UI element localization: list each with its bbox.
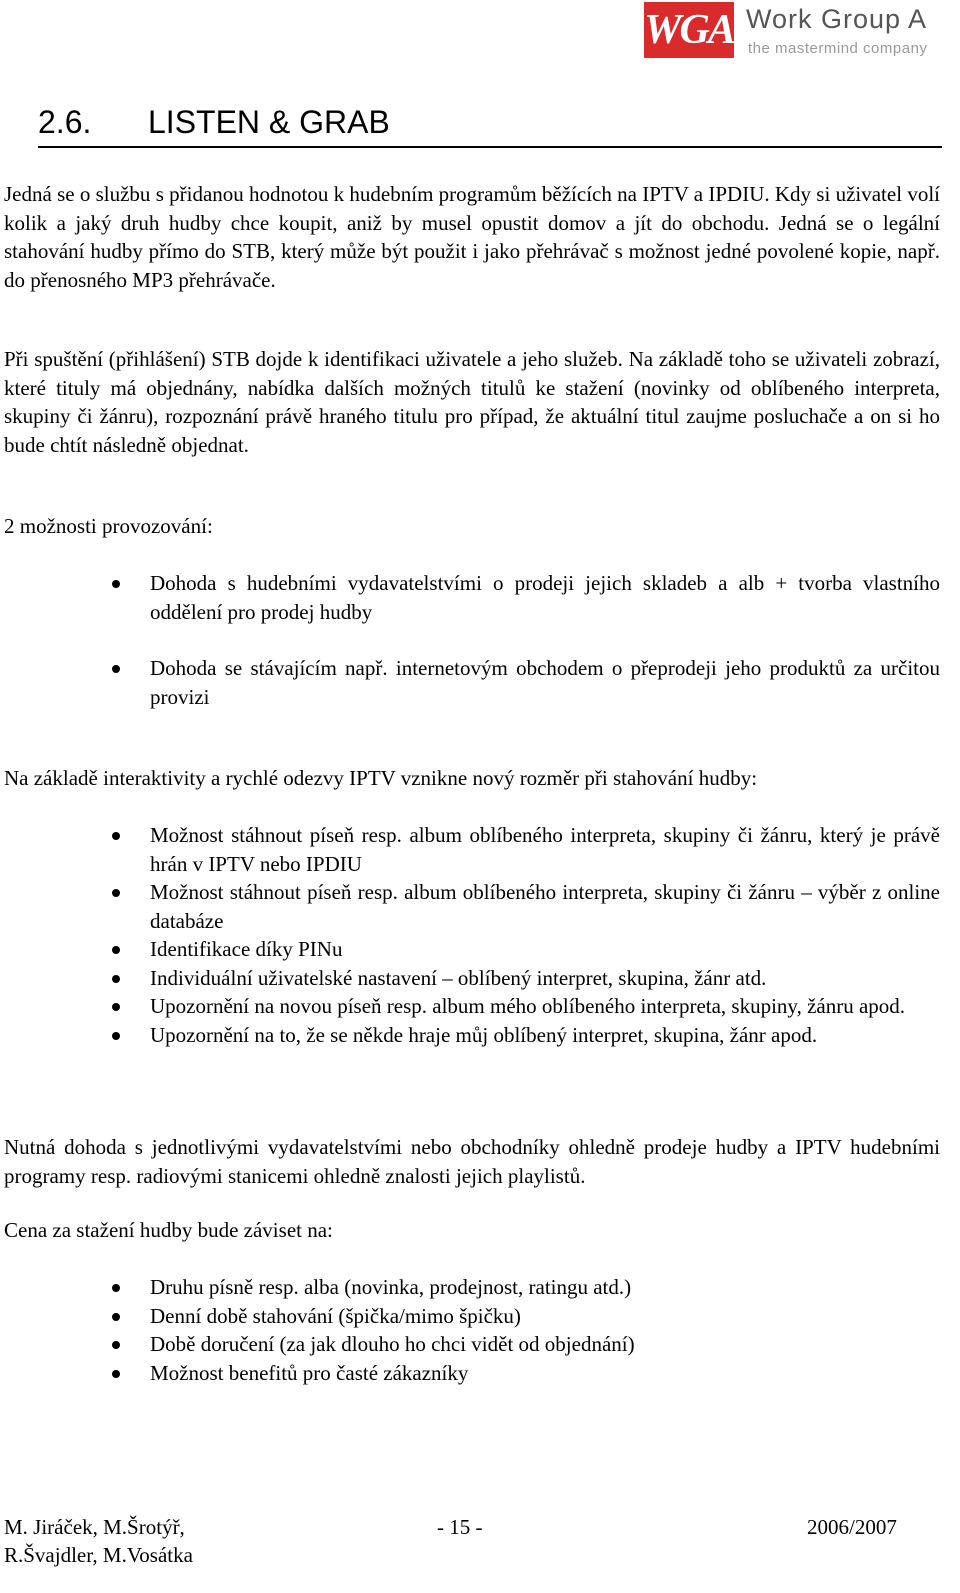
list-item: Individuální uživatelské nastavení – oblíbený interpret, skupina, žánr atd.: [0, 964, 940, 993]
list-item: Upozornění na to, že se někde hraje můj oblíbený interpret, skupina, žánr apod.: [0, 1021, 940, 1050]
company-logo: [644, 2, 954, 60]
paragraph-options-heading: 2 možnosti provozování:: [4, 514, 213, 538]
footer-authors-line1: M. Jiráček, M.Šrotýř,: [4, 1515, 185, 1539]
section-title: LISTEN & GRAB: [148, 104, 390, 140]
options-list: [0, 569, 940, 711]
footer-year: 2006/2007: [807, 1515, 897, 1539]
paragraph-agreement: Nutná dohoda s jednotlivými vydavatelstvími nebo obchodníky ohledně prodeje hudby a IPTV hudebními programy resp. radiovými stanicemi ohledně znalosti jejich playlistů.: [4, 1135, 940, 1188]
list-item: Druhu písně resp. alba (novinka, prodejnost, ratingu atd.): [0, 1273, 940, 1302]
paragraph-pricing-heading: Cena za stažení hudby bude záviset na:: [4, 1218, 333, 1242]
paragraph-interactivity: Na základě interaktivity a rychlé odezvy IPTV vznikne nový rozměr při stahování hudby:: [4, 766, 758, 790]
list-item: Identifikace díky PINu: [0, 935, 940, 964]
logo-mark: WGA: [644, 2, 734, 58]
section-heading: [38, 104, 942, 148]
footer-authors: [4, 1513, 193, 1569]
list-item: Upozornění na novou píseň resp. album mého oblíbeného interpreta, skupiny, žánru apod.: [0, 992, 940, 1021]
list-item: Době doručení (za jak dlouho ho chci vidět od objednání): [0, 1330, 940, 1359]
footer-authors-line2: R.Švajdler, M.Vosátka: [4, 1543, 193, 1567]
features-list: [0, 821, 940, 1049]
paragraph-identification: Při spuštění (přihlášení) STB dojde k identifikaci uživatele a jeho služeb. Na základě toho se uživateli zobrazí, které tituly má objednány, nabídka dalších možných titulů ke stažení (novinky od oblíbeného interpreta, skupiny či žánru), rozpoznání právě hraného titulu pro případ, že aktuální titul zaujme posluchače a on si ho bude chtít následně objednat.: [4, 347, 940, 457]
list-item: Možnost benefitů pro časté zákazníky: [0, 1359, 940, 1388]
section-number: 2.6.: [38, 104, 92, 140]
logo-company-name: Work Group A: [746, 4, 928, 34]
paragraph-intro: Jedná se o službu s přidanou hodnotou k hudebním programům běžících na IPTV a IPDIU. Kdy si uživatel volí kolik a jaký druh hudby chce koupit, aniž by musel opustit domov a jít do obchodu. Jedná se o legální stahování hudby přímo do STB, který může být použit i jako přehrávač s možnost jedné povolené kopie, např. do přenosného MP3 přehrávače.: [4, 182, 940, 292]
footer-page-number: - 15 -: [437, 1515, 483, 1539]
list-item: Možnost stáhnout píseň resp. album oblíbeného interpreta, skupiny či žánru – výběr z online databáze: [0, 878, 940, 935]
list-item: Dohoda se stávajícím např. internetovým obchodem o přeprodeji jeho produktů za určitou provizi: [0, 654, 940, 711]
list-item: Denní době stahování (špička/mimo špičku): [0, 1302, 940, 1331]
list-item: Možnost stáhnout píseň resp. album oblíbeného interpreta, skupiny či žánru, který je právě hrán v IPTV nebo IPDIU: [0, 821, 940, 878]
logo-tagline: the mastermind company: [748, 40, 928, 57]
pricing-list: [0, 1273, 940, 1387]
list-item: Dohoda s hudebními vydavatelstvími o prodeji jejich skladeb a alb + tvorba vlastního oddělení pro prodej hudby: [0, 569, 940, 626]
